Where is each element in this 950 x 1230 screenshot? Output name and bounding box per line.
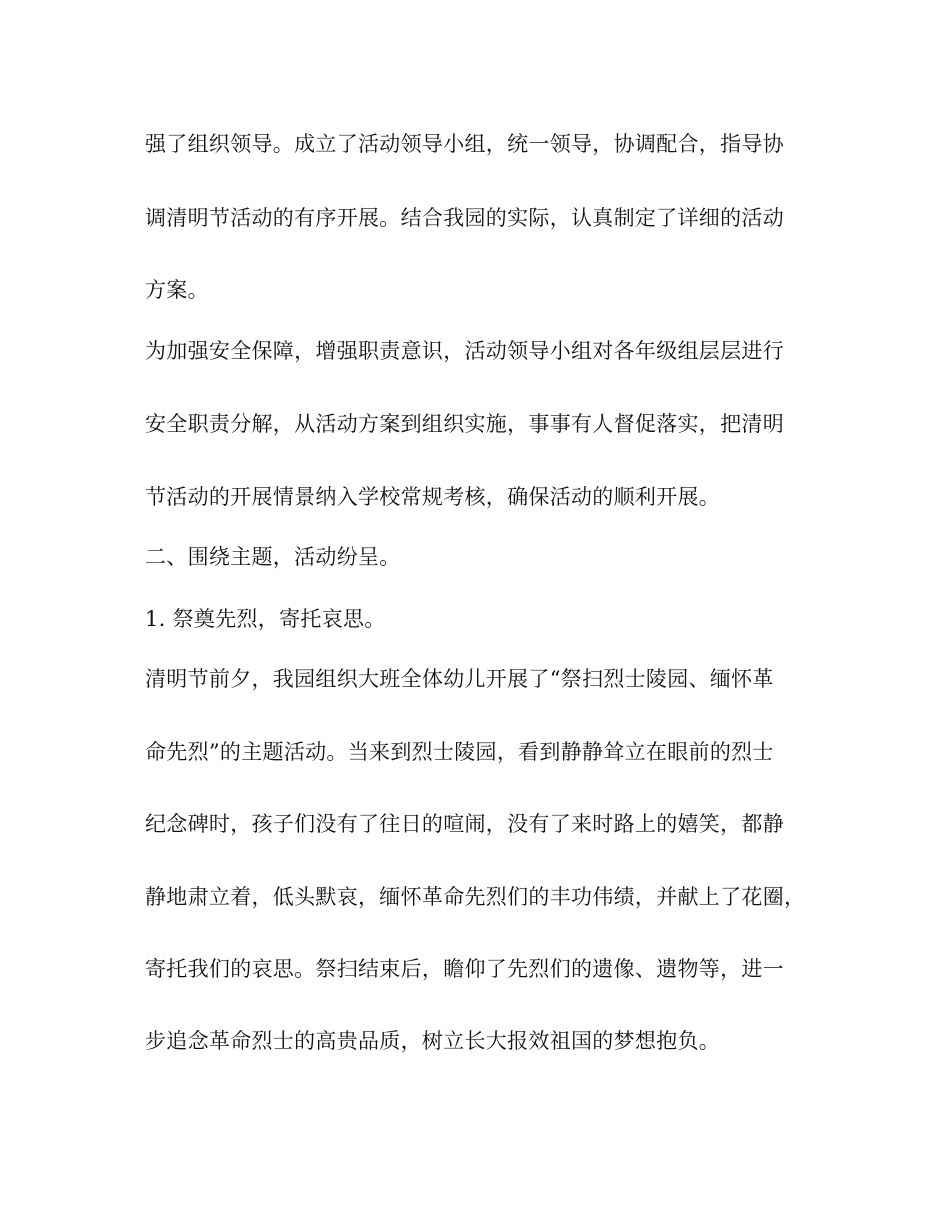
text-line: 强了组织领导。成立了活动领导小组，统一领导，协调配合，指导协 <box>145 132 784 156</box>
text-line: 寄托我们的哀思。祭扫结束后，瞻仰了先烈们的遗像、遗物等，进一 <box>145 957 784 981</box>
text-line: 清明节前夕，我园组织大班全体幼儿开展了“祭扫烈士陵园、缅怀革 <box>145 667 774 691</box>
text-line: 安全职责分解，从活动方案到组织实施，事事有人督促落实，把清明 <box>145 412 784 436</box>
text-line: 纪念碑时，孩子们没有了往日的喧闹，没有了来时路上的嬉笑，都静 <box>145 812 784 836</box>
subsection-heading: 1. 祭奠先烈，寄托哀思。 <box>145 607 386 631</box>
text-line: 调清明节活动的有序开展。结合我园的实际，认真制定了详细的活动 <box>145 206 784 230</box>
text-line: 静地肃立着，低头默哀，缅怀革命先烈们的丰功伟绩，并献上了花圈， <box>145 885 806 909</box>
text-line: 为加强安全保障，增强职责意识，活动领导小组对各年级组层层进行 <box>145 339 784 363</box>
text-line: 命先烈”的主题活动。当来到烈士陵园，看到静静耸立在眼前的烈士 <box>145 740 774 764</box>
text-line: 方案。 <box>145 278 209 302</box>
text-line: 节活动的开展情景纳入学校常规考核，确保活动的顺利开展。 <box>145 485 721 509</box>
text-line: 步追念革命烈士的高贵品质，树立长大报效祖国的梦想抱负。 <box>145 1029 721 1053</box>
section-heading: 二、围绕主题，活动纷呈。 <box>145 545 401 569</box>
